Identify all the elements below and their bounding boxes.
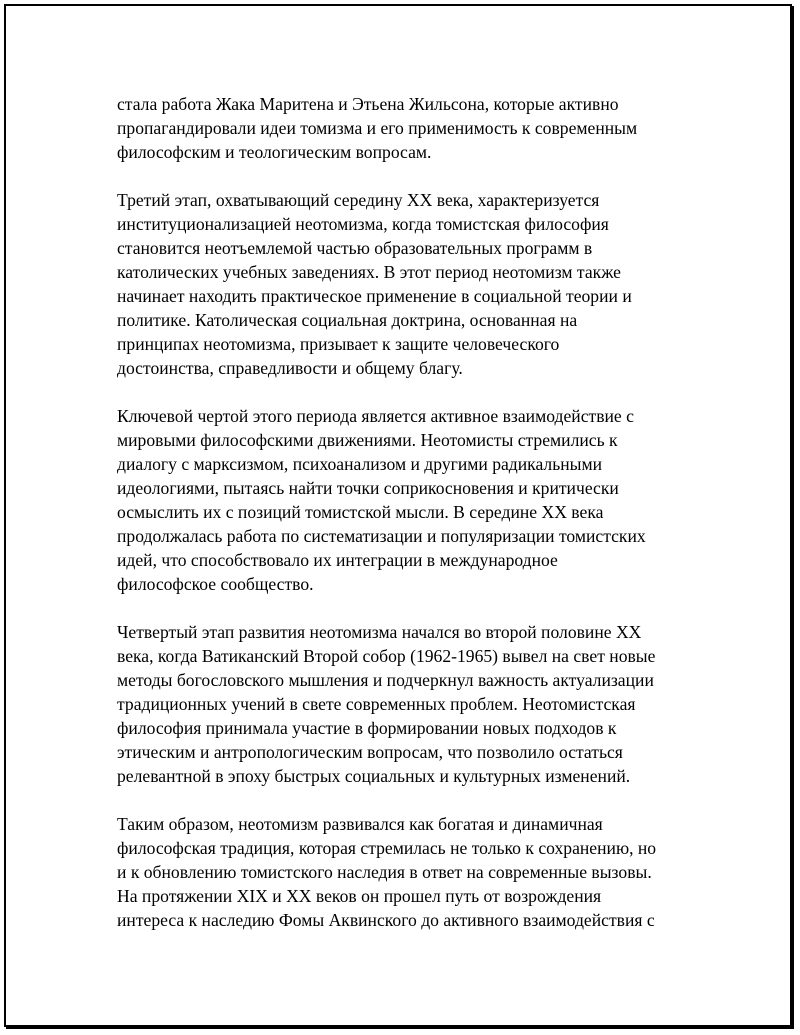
text-line: Четвертый этап развития неотомизма начался во второй половине XX [117,622,642,642]
text-line: философским и теологическим вопросам. [117,142,432,162]
text-line: На протяжении XIX и XX веков он прошел путь от возрождения [117,886,602,906]
text-line: католических учебных заведениях. В этот период неотомизм также [117,262,621,282]
text-line: принципах неотомизма, призывает к защите человеческого [117,334,560,354]
text-line: философское сообщество. [117,574,314,594]
paragraph-3 [117,404,692,596]
text-line: идей, что способствовало их интеграции в международное [117,550,558,570]
text-line: становится неотъемлемой частью образовательных программ в [117,238,593,258]
text-line: Третий этап, охватывающий середину XX века, характеризуется [117,190,600,210]
text-line: философская традиция, которая стремилась не только к сохранению, но [117,838,657,858]
text-line: этическим и антропологическим вопросам, что позволило остаться [117,742,623,762]
paragraph-4 [117,620,692,788]
paragraph-1 [117,92,692,164]
paragraph-5 [117,812,692,932]
text-line: политике. Католическая социальная доктрина, основанная на [117,310,578,330]
text-line: институционализацией неотомизма, когда томистская философия [117,214,609,234]
text-line: релевантной в эпоху быстрых социальных и культурных изменений. [117,766,631,786]
text-line: продолжалась работа по систематизации и популяризации томистских [117,526,646,546]
text-line: идеологиями, пытаясь найти точки соприкосновения и критически [117,478,619,498]
document-body [117,92,692,956]
text-line: и к обновлению томистского наследия в ответ на современные вызовы. [117,862,652,882]
text-line: диалогу с марксизмом, психоанализом и другими радикальными [117,454,603,474]
text-line: методы богословского мышления и подчеркнул важность актуализации [117,670,654,690]
text-line: Таким образом, неотомизм развивался как богатая и динамичная [117,814,603,834]
text-line: традиционных учений в свете современных проблем. Неотомистская [117,694,636,714]
text-line: стала работа Жака Маритена и Этьена Жильсона, которые активно [117,94,619,114]
text-line: пропагандировали идеи томизма и его применимость к современным [117,118,638,138]
paragraph-2 [117,188,692,380]
text-line: осмыслить их с позиций томистской мысли. В середине XX века [117,502,604,522]
text-line: начинает находить практическое применение в социальной теории и [117,286,632,306]
text-line: достоинства, справедливости и общему благу. [117,358,463,378]
text-line: философия принимала участие в формировании новых подходов к [117,718,617,738]
text-line: интереса к наследию Фомы Аквинского до активного взаимодействия с [117,910,655,930]
text-line: века, когда Ватиканский Второй собор (1962-1965) вывел на свет новые [117,646,656,666]
text-line: мировыми философскими движениями. Неотомисты стремились к [117,430,618,450]
text-line: Ключевой чертой этого периода является активное взаимодействие с [117,406,634,426]
